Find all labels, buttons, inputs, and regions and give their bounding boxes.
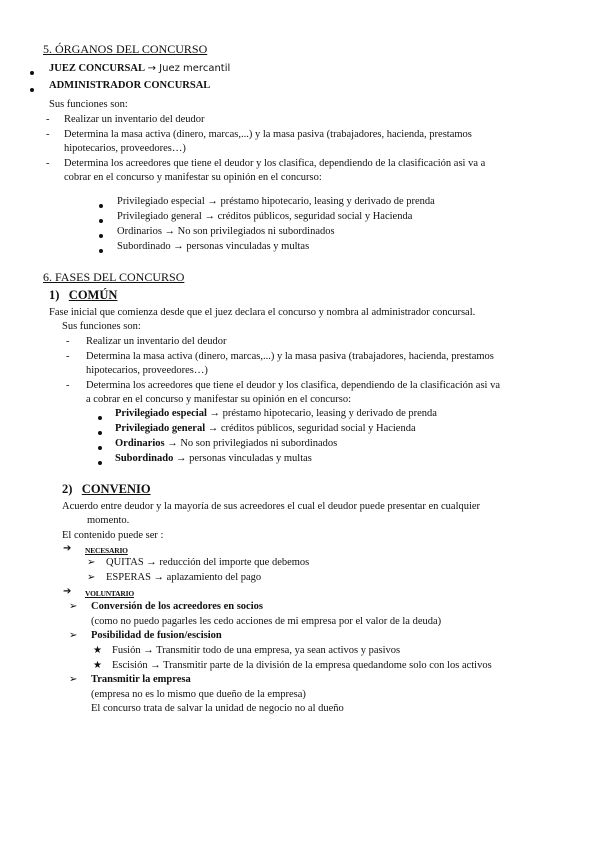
convenio-intro-line: momento. — [87, 515, 130, 526]
comun-number: 1) — [49, 288, 60, 302]
juez-concursal-label: JUEZ CONCURSAL — [49, 63, 145, 74]
clasificacion-rest: → No son privilegiados ni subordinados — [167, 438, 338, 449]
dash-icon: - — [46, 129, 50, 140]
funciones-intro: Sus funciones son: — [49, 99, 128, 110]
bullet-icon — [99, 199, 103, 213]
triangle-right-icon: ➢ — [69, 630, 78, 641]
section-6-title: 6. FASES DEL CONCURSO — [43, 270, 185, 284]
list-item — [30, 66, 34, 80]
star-item: Escisión → Transmitir parte de la división de la empresa quedandome solo con los activos — [112, 660, 492, 671]
triangle-right-icon: ➢ — [69, 674, 78, 685]
bullet-icon — [30, 71, 34, 75]
convenio-number: 2) — [62, 482, 73, 496]
administrador-concursal-label: ADMINISTRADOR CONCURSAL — [49, 80, 211, 91]
dash-icon: - — [66, 351, 70, 362]
necesario-item: ESPERAS → aplazamiento del pago — [106, 572, 262, 583]
clasificacion-label: Ordinarios — [115, 438, 165, 449]
funcion-line: Determina los acreedores que tiene el deudor y los clasifica, dependiendo de la clasificación asi va — [86, 380, 500, 391]
dash-icon: - — [46, 158, 50, 169]
funcion-line: Realizar un inventario del deudor — [64, 114, 205, 125]
clasificacion-item — [115, 407, 437, 421]
bullet-icon — [98, 426, 102, 440]
voluntario-item-title: Transmitir la empresa — [91, 674, 191, 685]
triangle-right-icon: ➢ — [87, 557, 96, 568]
dash-icon: - — [66, 380, 70, 391]
triangle-right-icon: ➢ — [69, 601, 78, 612]
funcion-line: hipotecarios, proveedores…) — [64, 143, 186, 154]
arrow-right-icon: ➔ — [63, 586, 72, 597]
voluntario-item-title: Posibilidad de fusion/escision — [91, 630, 222, 641]
dash-icon: - — [66, 336, 70, 347]
star-icon: ★ — [93, 645, 102, 656]
bullet-icon — [98, 411, 102, 425]
comun-title: COMÚN — [68, 288, 118, 302]
comun-intro: Fase inicial que comienza desde que el juez declara el concurso y nombra al administrador concursal. — [49, 307, 476, 318]
dash-icon: - — [46, 114, 50, 125]
bullet-icon — [98, 441, 102, 455]
clasificacion-item — [115, 437, 337, 451]
clasificacion-label: Privilegiado especial — [115, 408, 207, 419]
voluntario-item-detail: El concurso trata de salvar la unidad de negocio no al dueño — [91, 703, 344, 714]
funcion-line: Determina la masa activa (dinero, marcas,...) y la masa pasiva (trabajadores, hacienda, prestamos — [86, 351, 494, 362]
bullet-icon — [99, 214, 103, 228]
clasificacion-rest: → créditos públicos, seguridad social y Hacienda — [207, 423, 416, 434]
clasificacion-label: Privilegiado general — [115, 423, 206, 434]
arrow-right-icon: ➔ — [63, 543, 72, 554]
comun-heading — [49, 289, 117, 303]
voluntario-item-detail: (empresa no es lo mismo que dueño de la empresa) — [91, 689, 306, 700]
convenio-title: CONVENIO — [81, 482, 151, 496]
section-5-title: 5. ÓRGANOS DEL CONCURSO — [43, 42, 208, 56]
triangle-right-icon: ➢ — [87, 572, 96, 583]
star-icon: ★ — [93, 660, 102, 671]
bullet-icon — [99, 244, 103, 258]
bullet-icon — [98, 456, 102, 470]
juez-concursal-rest: → Juez mercantil — [147, 63, 231, 74]
voluntario-label: VOLUNTARIO — [85, 589, 134, 598]
list-item — [49, 62, 230, 76]
funcion-line: Determina la masa activa (dinero, marcas,...) y la masa pasiva (trabajadores, hacienda, prestamos — [64, 129, 472, 140]
clasificacion-rest: → personas vinculadas y multas — [176, 453, 312, 464]
clasificacion-item: Ordinarios → No son privilegiados ni subordinados — [117, 226, 335, 237]
funcion-line: cobrar en el concurso y manifestar su opinión en el concurso: — [64, 172, 322, 183]
star-item: Fusión → Transmitir todo de una empresa, ya sean activos y pasivos — [112, 645, 401, 656]
clasificacion-label: Subordinado — [115, 453, 174, 464]
list-item — [30, 83, 34, 97]
convenio-intro-line: Acuerdo entre deudor y la mayoría de sus acreedores el cual el deudor puede presentar en cualquier — [62, 501, 481, 512]
contenido-intro: El contenido puede ser : — [62, 530, 164, 541]
necesario-label: NECESARIO — [85, 546, 128, 555]
bullet-icon — [30, 88, 34, 92]
funcion-line: Realizar un inventario del deudor — [86, 336, 227, 347]
necesario-item: QUITAS → reducción del importe que debemos — [106, 557, 310, 568]
clasificacion-item: Subordinado → personas vinculadas y multas — [117, 241, 310, 252]
clasificacion-item — [115, 452, 312, 466]
clasificacion-rest: → préstamo hipotecario, leasing y derivado de prenda — [209, 408, 437, 419]
clasificacion-item: Privilegiado general → créditos públicos, seguridad social y Hacienda — [117, 211, 413, 222]
convenio-heading — [62, 483, 151, 497]
comun-funciones-intro: Sus funciones son: — [62, 321, 141, 332]
funcion-line: Determina los acreedores que tiene el deudor y los clasifica, dependiendo de la clasificación asi va a — [64, 158, 486, 169]
clasificacion-item — [115, 422, 416, 436]
funcion-line: hipotecarios, proveedores…) — [86, 365, 208, 376]
bullet-icon — [99, 229, 103, 243]
voluntario-item-detail: (como no puedo pagarles les cedo acciones de mi empresa por el valor de la deuda) — [91, 616, 442, 627]
funcion-line: a cobrar en el concurso y manifestar su opinión en el concurso: — [86, 394, 352, 405]
voluntario-item-title: Conversión de los acreedores en socios — [91, 601, 263, 612]
clasificacion-item: Privilegiado especial → préstamo hipotecario, leasing y derivado de prenda — [117, 196, 435, 207]
